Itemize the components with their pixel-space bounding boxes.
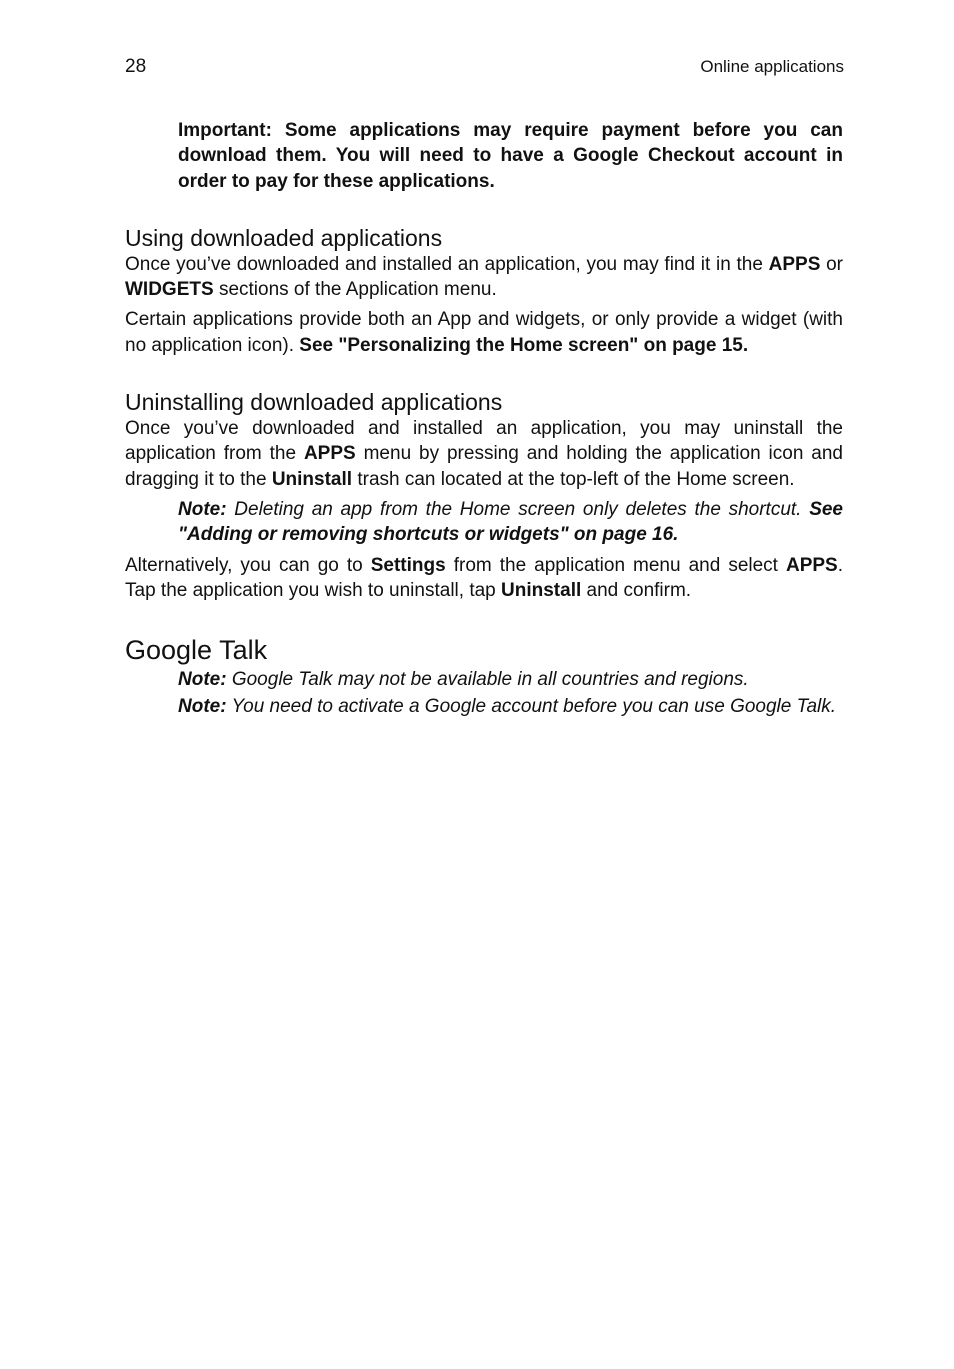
section-heading-using: Using downloaded applications xyxy=(125,224,443,251)
page-number: 28 xyxy=(125,56,147,77)
widgets-term: WIDGETS xyxy=(125,279,214,301)
section-heading-uninstalling: Uninstalling downloaded applications xyxy=(125,389,503,416)
note-text: Deleting an app from the Home screen only deletes the shortcut. xyxy=(226,498,810,520)
using-paragraph-1: Once you’ve downloaded and installed an application, you may find it in the APPS or WIDGETS sections of the Application menu. xyxy=(125,253,843,301)
cross-reference-personalizing: See "Personalizing the Home screen" on page 15. xyxy=(299,334,749,356)
apps-term: APPS xyxy=(768,253,821,275)
uninstalling-paragraph-2: Alternatively, you can go to Settings from the application menu and select APPS. Tap the application you wish to uninstall, tap Uninstall and confirm. xyxy=(125,554,844,601)
google-talk-note-1 xyxy=(178,667,843,692)
settings-term: Settings xyxy=(370,554,446,576)
important-label: Important: xyxy=(178,120,272,141)
uninstall-term: Uninstall xyxy=(501,579,582,601)
note-label: Note: xyxy=(178,669,227,691)
page-header xyxy=(125,56,844,80)
running-title: Online applications xyxy=(700,57,844,76)
note-text: You need to activate a Google account before you can use Google Talk. xyxy=(226,696,837,718)
apps-term: APPS xyxy=(785,554,838,576)
using-paragraph-2: Certain applications provide both an App and widgets, or only provide a widget (with no application icon). See "Personalizing the Home screen" on page 15. xyxy=(125,309,843,356)
section-heading-google-talk: Google Talk xyxy=(125,635,268,666)
page-content xyxy=(125,118,843,720)
note-label: Note: xyxy=(178,498,227,520)
uninstall-term: Uninstall xyxy=(271,468,353,490)
google-talk-note-2 xyxy=(178,694,843,719)
note-text: Google Talk may not be available in all countries and regions. xyxy=(226,669,749,691)
uninstalling-note xyxy=(178,497,843,548)
note-label: Note: xyxy=(178,696,227,718)
important-note xyxy=(178,118,843,194)
apps-term: APPS xyxy=(303,443,356,465)
uninstalling-paragraph-1: Once you’ve downloaded and installed an application, you may uninstall the application from the APPS menu by pressing and holding the application icon and dragging it to the Uninstall trash can located at the top-left of the Home screen. xyxy=(125,418,843,490)
cross-reference-shortcuts: See "Adding or removing shortcuts or widgets" on page 16. xyxy=(178,498,843,546)
important-text: Some applications may require payment before you can download them. You will need to have a Google Checkout account in order to pay for these applications. xyxy=(178,120,843,192)
